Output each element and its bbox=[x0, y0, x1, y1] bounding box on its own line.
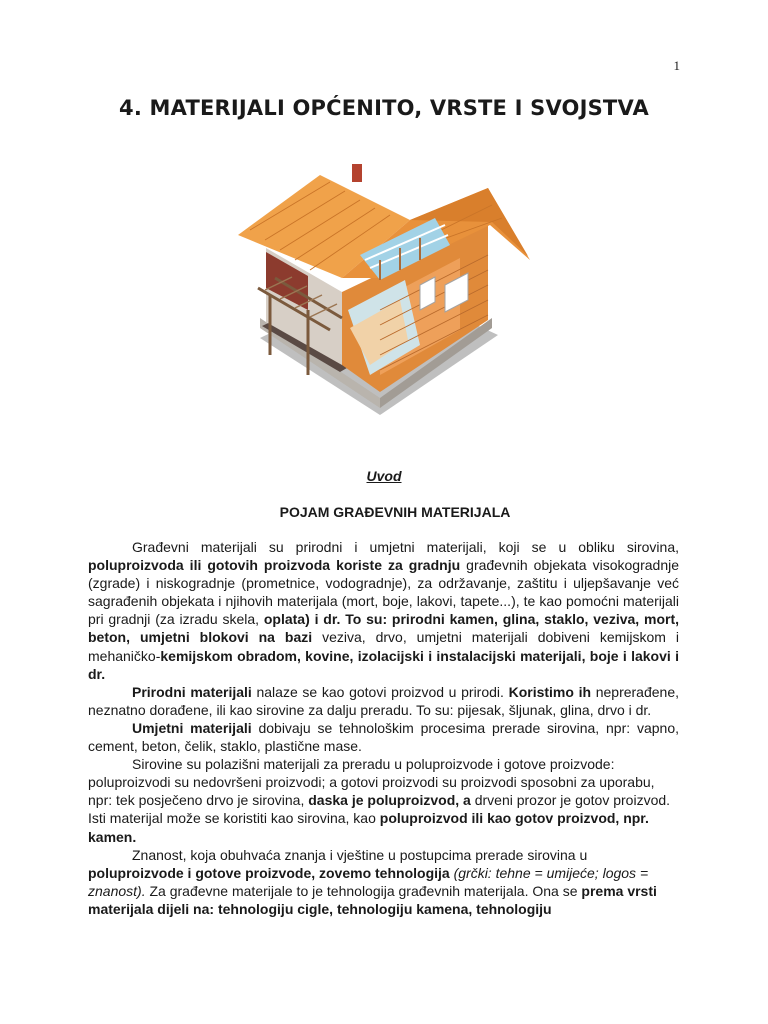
house-illustration-svg bbox=[230, 160, 540, 430]
text-run: neprerađene, neznatno dorađene, ili kao sirovine za dalju preradu. To su: pijesak, šljunak, glina, drvo i dr. bbox=[88, 683, 679, 718]
bold-run: Prirodni materijali bbox=[132, 683, 252, 700]
bold-run: kemijskom obradom, kovine, izolacijski i instalacijski materijali, boje i lakovi i dr. bbox=[88, 647, 679, 682]
bold-run: daska je poluproizvod, a bbox=[308, 792, 471, 809]
text-run: veziva, drvo, umjetni materijali dobiveni kemijskom i mehaničko- bbox=[88, 629, 679, 664]
body-text bbox=[88, 538, 679, 918]
paragraph-1 bbox=[88, 538, 679, 683]
page-number: 1 bbox=[673, 58, 680, 73]
paragraph-4 bbox=[88, 755, 679, 845]
bold-run: poluproizvode i gotove proizvode, zovemo tehnologija bbox=[88, 864, 450, 881]
italic-run: (grčki: tehne = umijeće; logos = znanost). bbox=[88, 864, 649, 899]
text-run: nalaze se kao gotovi proizvod u prirodi. bbox=[251, 683, 509, 700]
bold-run: poluproizvoda ili gotovih proizvoda koriste za gradnju bbox=[88, 557, 461, 574]
section-heading: POJAM GRAĐEVNIH MATERIJALA bbox=[279, 504, 511, 520]
text-run: Znanost, koja obuhvaća znanja i vještine u postupcima prerade sirovina u bbox=[132, 846, 588, 863]
house-cutaway-illustration bbox=[230, 160, 540, 430]
bold-run: poluproizvod ili kao gotov proizvod, npr. kamen. bbox=[88, 810, 649, 845]
bold-run: oplata) i dr. To su: prirodni kamen, glina, staklo, veziva, mort, beton, umjetni blokovi na bazi bbox=[88, 611, 680, 646]
paragraph-2 bbox=[88, 683, 679, 719]
text-run: Građevni materijali su prirodni i umjetni materijali, koji se u obliku sirovina, bbox=[132, 539, 679, 555]
text-run: građevnih objekata visokogradnje (zgrade) i niskogradnje (prometnice, vodogradnje), za održavanje, zaštitu i uljepšavanje već sagrađenih objekata i njihovih materijala (mort, boje, lakovi, tapete...), te kao pomoćni materijali pri gradnji (za izradu skela, bbox=[88, 557, 680, 628]
paragraph-5 bbox=[88, 846, 679, 918]
section-label: Uvod bbox=[366, 468, 402, 484]
chapter-title: 4. MATERIJALI OPĆENITO, VRSTE I SVOJSTVA bbox=[119, 96, 649, 120]
paragraph-3 bbox=[88, 719, 679, 755]
text-run: drveni prozor je gotov proizvod. Isti materijal može se koristiti kao sirovina, kao bbox=[88, 792, 671, 827]
bold-run: Umjetni materijali bbox=[132, 719, 252, 736]
text-run: dobivaju se tehnološkim procesima prerade sirovina, npr: vapno, cement, beton, čelik, staklo, plastične mase. bbox=[88, 719, 679, 755]
text-run: Za građevne materijale to je tehnologija građevnih materijala. Ona se bbox=[145, 882, 582, 899]
bold-run: prema vrsti materijala dijeli na: tehnologiju cigle, tehnologiju kamena, tehnologiju bbox=[88, 882, 657, 917]
bold-run: Koristimo ih bbox=[508, 683, 592, 700]
text-run: Sirovine su polazišni materijali za preradu u poluproizvode i gotove proizvode: poluproizvodi su nedovršeni proizvodi; a gotovi proizvodi su proizvodi sposobni za uporabu, npr: tek posječeno drvo je sirovina, bbox=[88, 756, 655, 809]
